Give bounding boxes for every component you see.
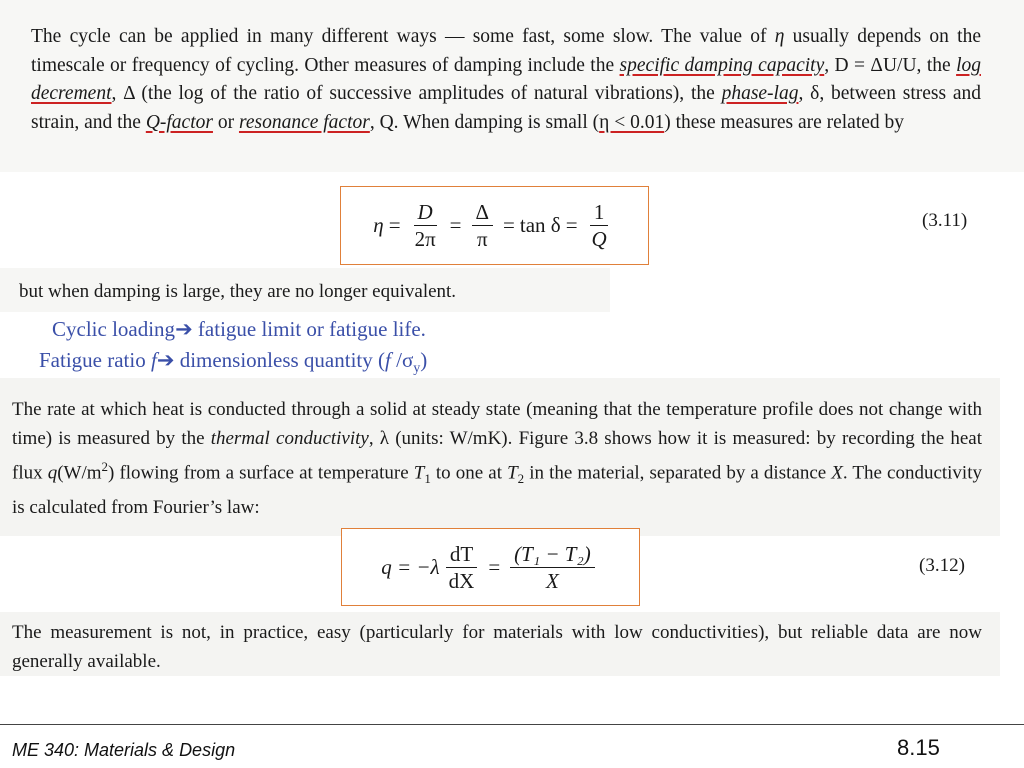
term-phase-lag: phase-lag [721, 83, 799, 104]
measurement-paragraph: The measurement is not, in practice, easy (particularly for materials with low conductivities), but reliable data are now generally available. [12, 622, 982, 672]
arrow-right-icon: ➔ [156, 348, 175, 372]
fraction-d-over-2pi: $\frac{D}{2\pi}$ [414, 200, 436, 251]
slide-number: 8.15 [897, 735, 940, 760]
course-title: ME 340: Materials & Design [12, 740, 236, 760]
fraction-dt-over-dx: $\frac{dT}{dX}$ [445, 541, 479, 594]
fraction-delta-t-over-x: $\frac{\text{(T₁ − T₂)}}{X}$ [510, 541, 595, 594]
term-log-decrement: log decrement [31, 54, 981, 104]
equation-3-12-box [341, 528, 640, 606]
note-cyclic-loading: Cyclic loading➔ fatigue limit or fatigue life. [52, 317, 426, 341]
large-damping-sentence: but when damping is large, they are no longer equivalent. [19, 281, 457, 302]
equation-number-3-11: (3.11) [922, 210, 968, 231]
footer-divider [0, 724, 1024, 725]
note-fatigue-ratio: Fatigue ratio f➔ dimensionless quantity (f $/\sigma_y$) [39, 348, 428, 377]
fraction-delta-over-pi: $\frac{\Delta}{\pi}$ [472, 199, 494, 252]
small-damping-condition: η < 0.01 [599, 111, 665, 133]
arrow-right-icon: ➔ [175, 317, 193, 341]
fraction-1-over-q: $\frac{1}{Q}$ [591, 200, 607, 251]
equation-3-11: η = $\frac{D}{2\pi}$ = $\frac{\Delta}{\pi}$ = tan δ = $\frac{1}{Q}$ [341, 187, 648, 264]
equation-3-11-box [340, 186, 649, 265]
damping-paragraph: The cycle can be applied in many different ways — some fast, some slow. The value of η usually depends on the timescale or frequency of cycling. Other measures of damping include the specific damping capacity, D = ΔU/U, the log decrement, Δ (the log of the ratio of successive amplitudes of natural vibrations), the phase-lag, δ, between stress and strain, and the Q-factor or resonance factor, Q. When damping is small (η < 0.01) these measures are related by [31, 26, 982, 133]
thermal-conductivity-paragraph: The rate at which heat is conducted through a solid at steady state (meaning that the temperature profile does not change with time) is measured by the thermal conductivity, λ (units: W/mK). Figure 3.8 shows how it is measured: by recording the heat flux $q(W/m^2)$ flowing from a surface at temperature $T_1$ to one at $T_2$ in the material, separated by a distance X. The conductivity is calculated from Fourier’s law: [12, 399, 982, 518]
equation-3-12: q = −λ $\frac{dT}{dX}$ = $\frac{\text{(T₁ − T₂)}}{X}$ [342, 529, 639, 605]
equation-number-3-12: (3.12) [919, 555, 965, 576]
term-q-factor: Q-factor [145, 111, 213, 133]
term-thermal-conductivity: thermal conductivity [210, 427, 369, 449]
term-specific-damping-capacity: specific damping capacity [619, 54, 825, 76]
term-resonance-factor: resonance factor [238, 111, 370, 133]
